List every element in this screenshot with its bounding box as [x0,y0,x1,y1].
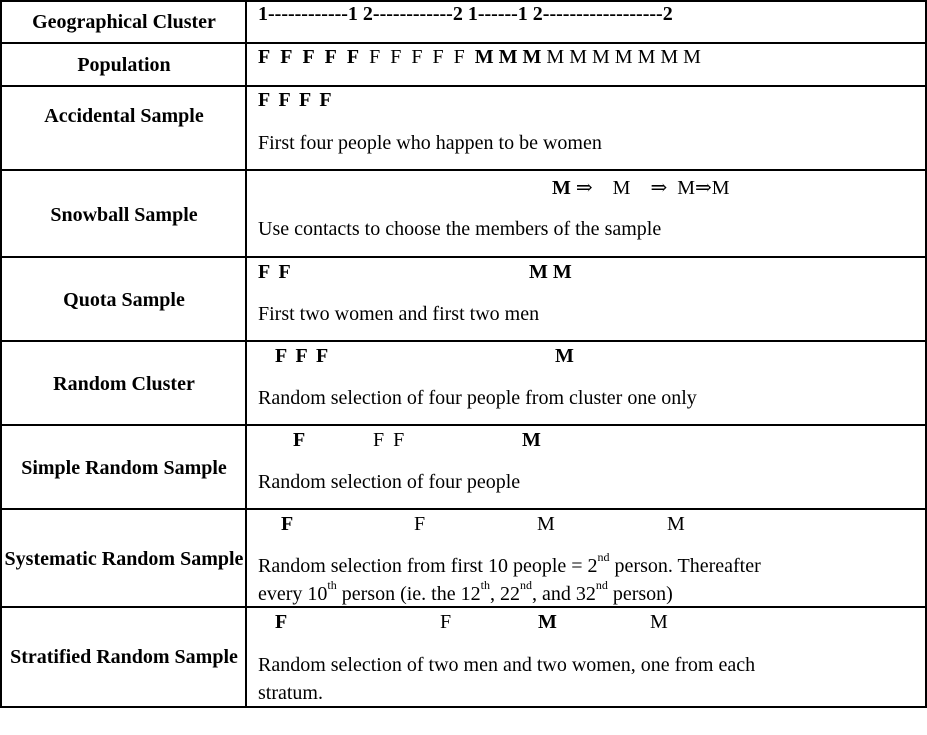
cluster-description: Random selection of four people from cluster one only [258,387,697,409]
population-item: M [683,46,701,68]
row-label-simple-random-sample: Simple Random Sample [21,457,227,479]
row-label-quota-sample: Quota Sample [63,289,185,311]
desc-text: person. Thereafter [609,555,761,577]
simple-description: Random selection of four people [258,471,521,493]
snowball-chain [552,175,730,200]
stratified-description-line1: Random selection of two men and two women, one from each [258,654,756,676]
desc-text: every 10 [258,583,328,605]
arrow-icon: ⇒ [575,177,593,199]
systematic-description-line1 [258,552,761,580]
population-item: M [569,46,587,68]
population-item: M [591,46,610,68]
population-item: F [324,46,337,68]
population-item: F [411,46,423,68]
population-item: F [258,46,271,68]
stratified-letter: M [650,611,668,633]
stratified-description-line2: stratum. [258,682,323,704]
desc-superscript: nd [595,578,608,593]
population-item: M [614,46,633,68]
simple-letter: F [293,429,306,451]
population-item: F [369,46,381,68]
systematic-letter: M [667,513,685,535]
stratified-letter: F [440,611,452,633]
accidental-description: First four people who happen to be women [258,132,602,154]
systematic-letter: M [537,513,555,535]
table-border-bottom [0,706,927,708]
desc-superscript: th [327,578,337,593]
desc-text: , and 32 [531,583,596,605]
simple-letter: F F [373,429,405,451]
desc-text: , 22 [489,583,520,605]
population-item: M [522,46,542,68]
quota-men: M M [529,261,572,283]
population-item: M [637,46,656,68]
population-items [258,46,701,69]
arrow-icon: ⇒ [650,177,668,199]
population-item: F [453,46,465,68]
snowball-person: M [552,177,571,199]
row-label-stratified-random-sample: Stratified Random Sample [10,646,238,668]
quota-women: F F [258,261,291,283]
stratified-letter: F [275,611,288,633]
desc-superscript: nd [597,550,610,565]
row-label-random-cluster: Random Cluster [53,373,195,395]
population-item: F [302,46,315,68]
systematic-letter: F [414,513,426,535]
stratified-letter: M [538,611,557,633]
accidental-letters: F F F F [258,89,332,111]
population-item: M [474,46,494,68]
cluster-man: M [555,345,574,367]
systematic-letter: F [281,513,294,535]
row-label-geographical-cluster: Geographical Cluster [32,11,216,33]
desc-superscript: th [480,578,490,593]
population-item: F [346,46,360,68]
snowball-person: M⇒M [677,177,730,199]
desc-text: person (ie. the 12 [336,583,481,605]
simple-letter: M [522,429,541,451]
snowball-person: M [612,177,631,199]
population-item: F [280,46,293,68]
desc-text: Random selection from first 10 people = 2 [258,555,598,577]
population-item: M [546,46,565,68]
row-label-snowball-sample: Snowball Sample [50,204,198,226]
desc-superscript: nd [519,578,532,593]
row-label-systematic-random-sample: Systematic Random Sample [4,548,244,570]
desc-text: person) [607,583,673,605]
systematic-description-line2 [258,580,673,608]
row-label-population: Population [77,53,171,76]
cluster-ranges: 1------------1 2------------2 1------1 2------------------2 [258,3,673,25]
population-item: F [390,46,402,68]
population-item: M [660,46,679,68]
quota-description: First two women and first two men [258,303,540,325]
snowball-description: Use contacts to choose the members of the sample [258,218,662,240]
population-item: M [498,46,518,68]
row-label-accidental-sample: Accidental Sample [44,105,204,127]
population-item: F [432,46,444,68]
cluster-women: F F F [275,345,329,367]
